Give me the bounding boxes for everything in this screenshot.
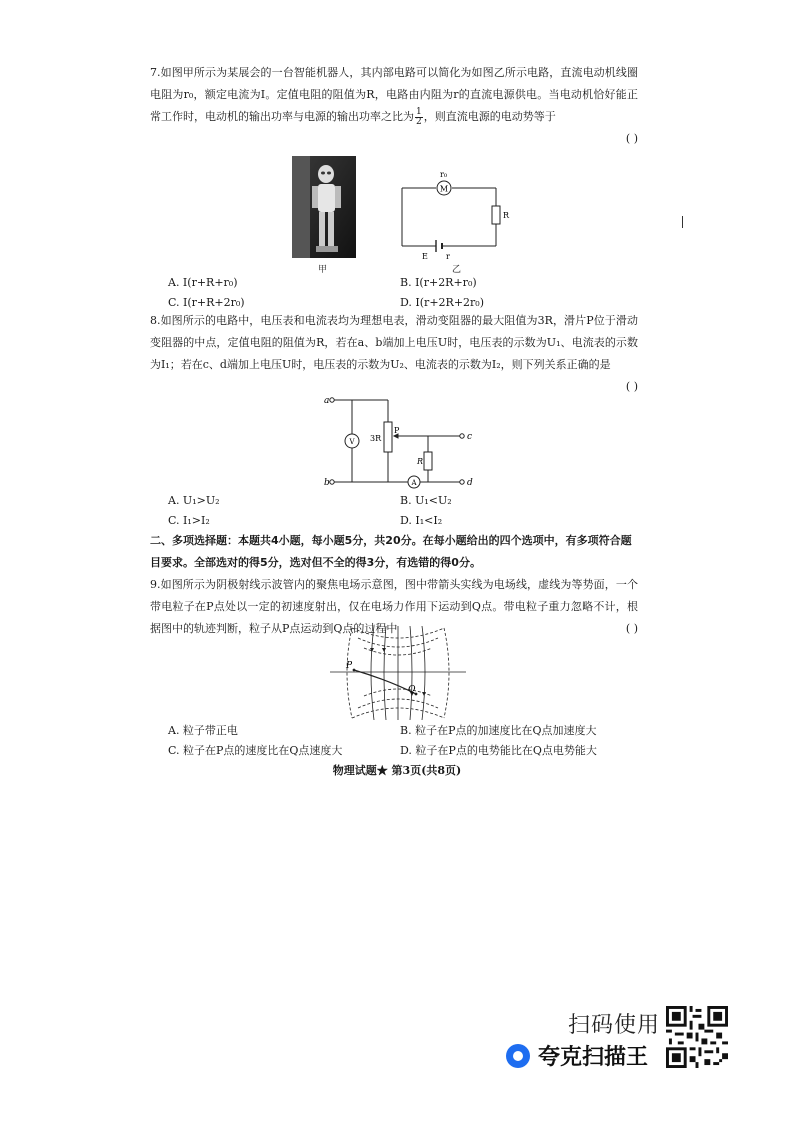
- q8-answer-paren: ( ): [625, 380, 638, 393]
- q8-option-d[interactable]: D. I₁<I₂: [400, 514, 443, 527]
- q9-text: 9.如图所示为阴极射线示波管内的聚焦电场示意图，图中带箭头实线为电场线，虚线为等势面，一个带电粒子在P点处以一定的初速度射出，仅在电场力作用下运动到Q点。带电粒子重力忽略不计，根据图中的轨迹判断，粒子从P点运动到Q点的过程中: [150, 578, 638, 635]
- q8-text: 8.如图所示的电路中，电压表和电流表均为理想电表，滑动变阻器的最大阻值为3R，滑片P位于滑动变阻器的中点，定值电阻的阻值为R，若在a、b端加上电压U时，电压表的示数为U₁、电流表的示数为I₁；若在c、d端加上电压U时，电压表的示数为U₂、电流表的示数为I₂，则下列关系正确的是: [150, 314, 638, 371]
- robot-photo: [292, 156, 356, 258]
- question-7: [150, 62, 638, 145]
- circuit-q8: [322, 392, 482, 492]
- page-footer: 物理试题★ 第3页(共8页): [332, 764, 462, 777]
- q7-answer-paren: ( ): [625, 132, 638, 145]
- question-8: [150, 310, 638, 393]
- q8-options: [168, 494, 638, 534]
- qr-code-icon[interactable]: [666, 1006, 728, 1068]
- q7-option-b[interactable]: B. I(r+2R+r₀): [400, 276, 477, 289]
- q9-option-c[interactable]: C. 粒子在P点的速度比在Q点速度大: [168, 744, 343, 757]
- ammeter-label: A: [411, 479, 417, 487]
- q7-option-d[interactable]: D. I(r+2R+2r₀): [400, 296, 484, 309]
- q7-option-a[interactable]: A. I(r+R+r₀): [168, 276, 238, 289]
- quark-logo-icon: [506, 1044, 530, 1068]
- scanner-brand-name: 夸克扫描王: [538, 1045, 649, 1070]
- terminal-d: d: [467, 478, 473, 488]
- motor-label: M: [439, 184, 449, 194]
- q9-answer-paren: ( ): [625, 622, 638, 635]
- terminal-c: c: [467, 432, 473, 442]
- q7-fraction: [415, 108, 423, 127]
- terminal-b: b: [324, 478, 330, 488]
- terminal-a: a: [324, 396, 330, 406]
- q9-option-d[interactable]: D. 粒子在P点的电势能比在Q点电势能大: [400, 744, 597, 757]
- q8-option-b[interactable]: B. U₁<U₂: [400, 494, 452, 507]
- q7-option-c[interactable]: C. I(r+R+2r₀): [168, 296, 245, 309]
- point-P-label: P: [346, 661, 353, 671]
- q9-options: [168, 722, 638, 762]
- resistor-R-label: R: [503, 211, 510, 220]
- emf-E-label: E: [422, 252, 428, 261]
- point-Q-label: Q: [408, 685, 416, 695]
- focusing-field-figure: [328, 624, 468, 724]
- internal-r-label: r: [446, 252, 450, 261]
- scan-to-use-label: 扫码使用: [568, 1013, 661, 1038]
- q9-option-a[interactable]: A. 粒子带正电: [168, 724, 238, 737]
- q7-text: 7.如图甲所示为某展会的一台智能机器人，其内部电路可以简化为如图乙所示电路，直流电动机线圈电阻为r₀，额定电流为I。定值电阻的阻值为R，电路由内阻为r的直流电源供电。当电动机恰好能正常工作时，电动机的输出功率与电源的输出功率之比为: [150, 66, 638, 123]
- rheostat-3R-label: 3R: [370, 434, 382, 443]
- q8-option-a[interactable]: A. U₁>U₂: [168, 494, 220, 507]
- motor-r0-label: r₀: [440, 170, 448, 179]
- scanner-brand: [506, 1040, 648, 1071]
- slider-P-label: P: [394, 426, 400, 435]
- q7-frac-den: 2: [416, 116, 422, 127]
- section-2-heading: 二、多项选择题：本题共4小题，每小题5分，共20分。在每小题给出的四个选项中，有多项符合题目要求。全部选对的得5分，选对但不全的得3分，有选错的得0分。: [150, 534, 632, 569]
- q8-option-c[interactable]: C. I₁>I₂: [168, 514, 210, 527]
- q7-text-after: ，则直流电源的电动势等于: [423, 110, 556, 123]
- fig-label-jia: 甲: [318, 265, 328, 275]
- voltmeter-label: V: [349, 438, 355, 446]
- margin-mark: [682, 216, 683, 228]
- q7-frac-num: 1: [416, 106, 422, 117]
- resistor-R-label-q8: R: [417, 457, 424, 466]
- circuit-yi: [396, 168, 510, 264]
- fig-label-yi: 乙: [452, 265, 462, 275]
- q9-option-b[interactable]: B. 粒子在P点的加速度比在Q点加速度大: [400, 724, 597, 737]
